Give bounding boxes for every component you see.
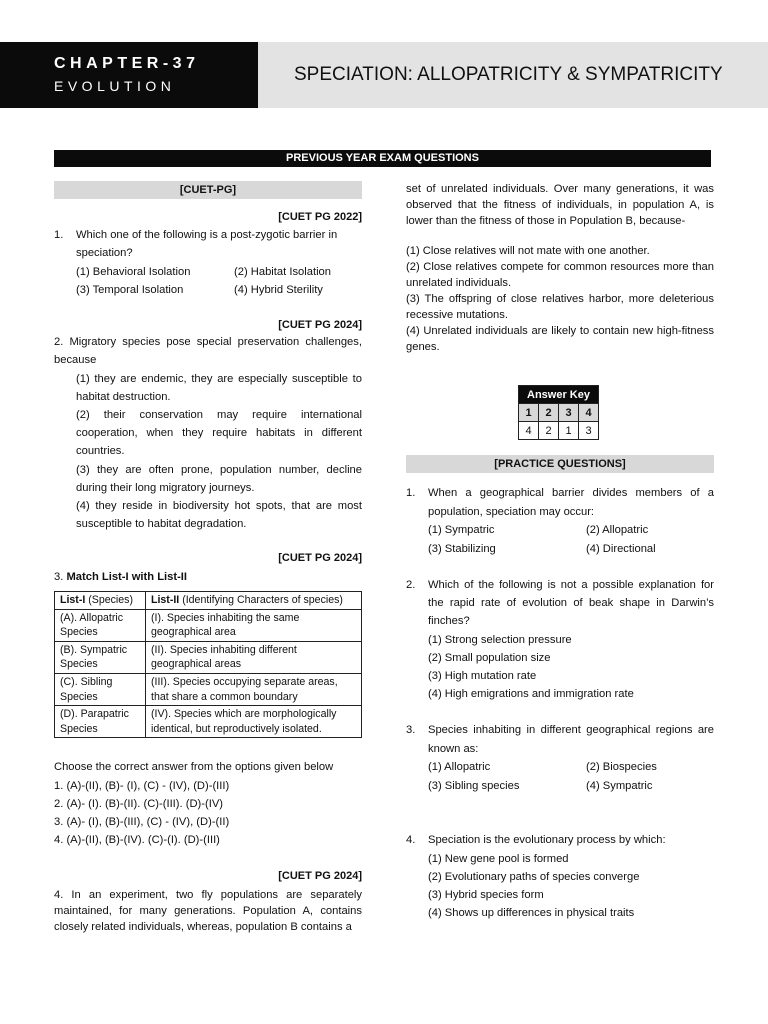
q4-option-4: (4) Unrelated individuals are likely to contain new high-fitness genes. xyxy=(406,325,714,353)
q3-exam-tag: [CUET PG 2024] xyxy=(278,552,362,565)
q3-options xyxy=(54,758,362,849)
cell-heading: List-II xyxy=(151,593,180,606)
p2-text: Which of the following is not a possible explanation for the rapid rate of evolution of beak shape in Darwin’s finches? xyxy=(428,579,714,628)
p3-option-2: (2) Biospecies xyxy=(586,761,657,774)
q3-choose-text: Choose the correct answer from the options given below xyxy=(54,761,334,774)
q1-option-1: (1) Behavioral Isolation xyxy=(76,265,191,278)
p1-option-2: (2) Allopatric xyxy=(586,524,649,536)
p2-question xyxy=(406,576,714,703)
cell-text: (A). Allopatric Species xyxy=(60,611,123,639)
q1-option-4: (4) Hybrid Sterility xyxy=(234,284,323,297)
p2-option-2: (2) Small population size xyxy=(428,651,551,664)
answer-key-question: 4 xyxy=(579,404,599,422)
list-1-cell xyxy=(55,641,146,673)
q3-option-1: 1. (A)-(II), (B)- (I), (C) - (IV), (D)-(III) xyxy=(54,779,230,792)
cell-text: (D). Parapatric Species xyxy=(60,708,129,735)
cell-text: (IV). Species which are morphologically identical, but reproductively isolated. xyxy=(151,708,337,735)
cell-text: (C). Sibling Species xyxy=(60,676,113,703)
p2-option-4: (4) High emigrations and immigration rate xyxy=(428,688,634,701)
match-table-row xyxy=(55,609,362,641)
answer-key-answer: 4 xyxy=(519,422,539,440)
q3-number: 3. xyxy=(54,571,64,584)
answer-key-question: 2 xyxy=(539,404,559,422)
p3-number: 3. xyxy=(406,724,416,737)
cell-text: (Identifying Characters of species) xyxy=(179,593,343,606)
q3-lead xyxy=(54,570,362,586)
q1-question xyxy=(54,226,362,300)
right-column xyxy=(406,181,714,922)
q1-exam-tag: [CUET PG 2022] xyxy=(278,211,362,223)
match-table-row xyxy=(55,591,362,609)
list-1-cell xyxy=(55,706,146,738)
chapter-label-box xyxy=(0,42,258,108)
q3-option-2: 2. (A)- (I). (B)-(II). (C)-(III). (D)-(IV) xyxy=(54,797,224,810)
chapter-number: CHAPTER-37 xyxy=(54,55,200,72)
q2-question xyxy=(54,333,362,533)
q3-instruction: Match List-I with List-II xyxy=(66,571,188,584)
q2-option-1: (1) they are endemic, they are especially susceptible to habitat destruction. xyxy=(76,372,362,403)
p3-text: Species inhabiting in different geographical regions are known as: xyxy=(428,724,714,755)
q4-options xyxy=(406,243,714,355)
answer-key-table xyxy=(518,385,599,440)
unit-name: EVOLUTION xyxy=(54,78,176,94)
p3-option-4: (4) Sympatric xyxy=(586,779,653,792)
q4-text-part-1: 4. In an experiment, two fly populations are separately maintained, for many generations. Population A, contains closely related individuals, whereas, population B contains a xyxy=(54,889,362,934)
q3-option-3: 3. (A)- (I), (B)-(III), (C) - (IV), (D)-(II) xyxy=(54,816,230,829)
match-table-row xyxy=(55,641,362,673)
cell-text: (I). Species inhabiting the same geographical area xyxy=(151,611,300,639)
answer-key-question: 1 xyxy=(519,404,539,422)
left-column xyxy=(54,181,362,935)
cuet-pg-section-bar: [CUET-PG] xyxy=(54,181,362,199)
q4-option-1: (1) Close relatives will not mate with one another. xyxy=(406,245,650,257)
practice-section-bar: [PRACTICE QUESTIONS] xyxy=(406,455,714,473)
pyq-section-title: PREVIOUS YEAR EXAM QUESTIONS xyxy=(54,150,711,167)
q2-exam-tag: [CUET PG 2024] xyxy=(278,318,362,331)
match-table-row xyxy=(55,674,362,706)
match-list-table xyxy=(54,591,362,738)
q1-number: 1. xyxy=(54,228,64,241)
answer-key-answer: 3 xyxy=(579,422,599,440)
p1-question xyxy=(406,484,714,558)
q2-text: 2. Migratory species pose special preservation challenges, because xyxy=(54,336,362,367)
p4-option-4: (4) Shows up differences in physical traits xyxy=(428,907,635,920)
cell-text: (B). Sympatric Species xyxy=(60,643,128,671)
p2-number: 2. xyxy=(406,579,416,591)
chapter-header xyxy=(0,42,768,108)
p4-option-3: (3) Hybrid species form xyxy=(428,889,544,902)
q2-option-4: (4) they reside in biodiversity hot spots, that are most susceptible to habitat degradation. xyxy=(76,500,362,531)
p4-question xyxy=(406,831,714,922)
q4-text-part-2: set of unrelated individuals. Over many generations, it was observed that the fitness of individuals, in population A, is lower than the fitness of those in Population B, because- xyxy=(406,183,714,227)
cell-text: (II). Species inhabiting different geographical areas xyxy=(151,643,297,671)
q4-option-3: (3) The offspring of close relatives harbor, more deleterious recessive mutations. xyxy=(406,293,714,321)
q4-exam-tag: [CUET PG 2024] xyxy=(278,870,362,883)
list-2-cell xyxy=(146,609,362,641)
list-2-cell xyxy=(146,591,362,609)
p4-option-1: (1) New gene pool is formed xyxy=(428,852,569,865)
q2-option-3: (3) they are often prone, population number, decline during their long migratory journeys. xyxy=(76,463,362,494)
list-2-cell xyxy=(146,706,362,738)
q1-option-2: (2) Habitat Isolation xyxy=(234,265,332,278)
cell-heading: List-I xyxy=(60,593,86,606)
p2-option-3: (3) High mutation rate xyxy=(428,670,537,683)
cell-text: (III). Species occupying separate areas, that share a common boundary xyxy=(151,676,338,703)
p2-option-1: (1) Strong selection pressure xyxy=(428,633,572,646)
q2-option-2: (2) their conservation may require international cooperation, when they require habitats in different countries. xyxy=(76,409,362,458)
p4-text: Speciation is the evolutionary process by which: xyxy=(428,834,666,847)
list-1-cell xyxy=(55,609,146,641)
q3-option-4: 4. (A)-(II), (B)-(IV). (C)-(I). (D)-(III) xyxy=(54,834,220,847)
p4-option-2: (2) Evolutionary paths of species converge xyxy=(428,870,640,883)
list-2-cell xyxy=(146,641,362,673)
q1-option-3: (3) Temporal Isolation xyxy=(76,284,184,297)
p3-option-3: (3) Sibling species xyxy=(428,779,520,792)
p1-option-3: (3) Stabilizing xyxy=(428,542,496,555)
list-1-cell xyxy=(55,591,146,609)
p1-option-1: (1) Sympatric xyxy=(428,524,495,536)
answer-key-title: Answer Key xyxy=(519,386,599,404)
list-1-cell xyxy=(55,674,146,706)
cell-text: (Species) xyxy=(85,593,133,606)
list-2-cell xyxy=(146,674,362,706)
p3-question xyxy=(406,721,714,795)
p1-text: When a geographical barrier divides members of a population, speciation may occur: xyxy=(428,487,714,518)
chapter-topic-title: SPECIATION: ALLOPATRICITY & SYMPATRICITY xyxy=(294,64,723,85)
p1-number: 1. xyxy=(406,487,416,499)
answer-key-answer: 1 xyxy=(559,422,579,440)
answer-key-question: 3 xyxy=(559,404,579,422)
p3-option-1: (1) Allopatric xyxy=(428,761,491,774)
p4-number: 4. xyxy=(406,834,416,847)
q4-option-2: (2) Close relatives compete for common resources more than unrelated individuals. xyxy=(406,261,714,289)
q1-text: Which one of the following is a post-zygotic barrier in speciation? xyxy=(76,228,338,260)
answer-key-answer: 2 xyxy=(539,422,559,440)
p1-option-4: (4) Directional xyxy=(586,542,656,555)
match-table-row xyxy=(55,706,362,738)
